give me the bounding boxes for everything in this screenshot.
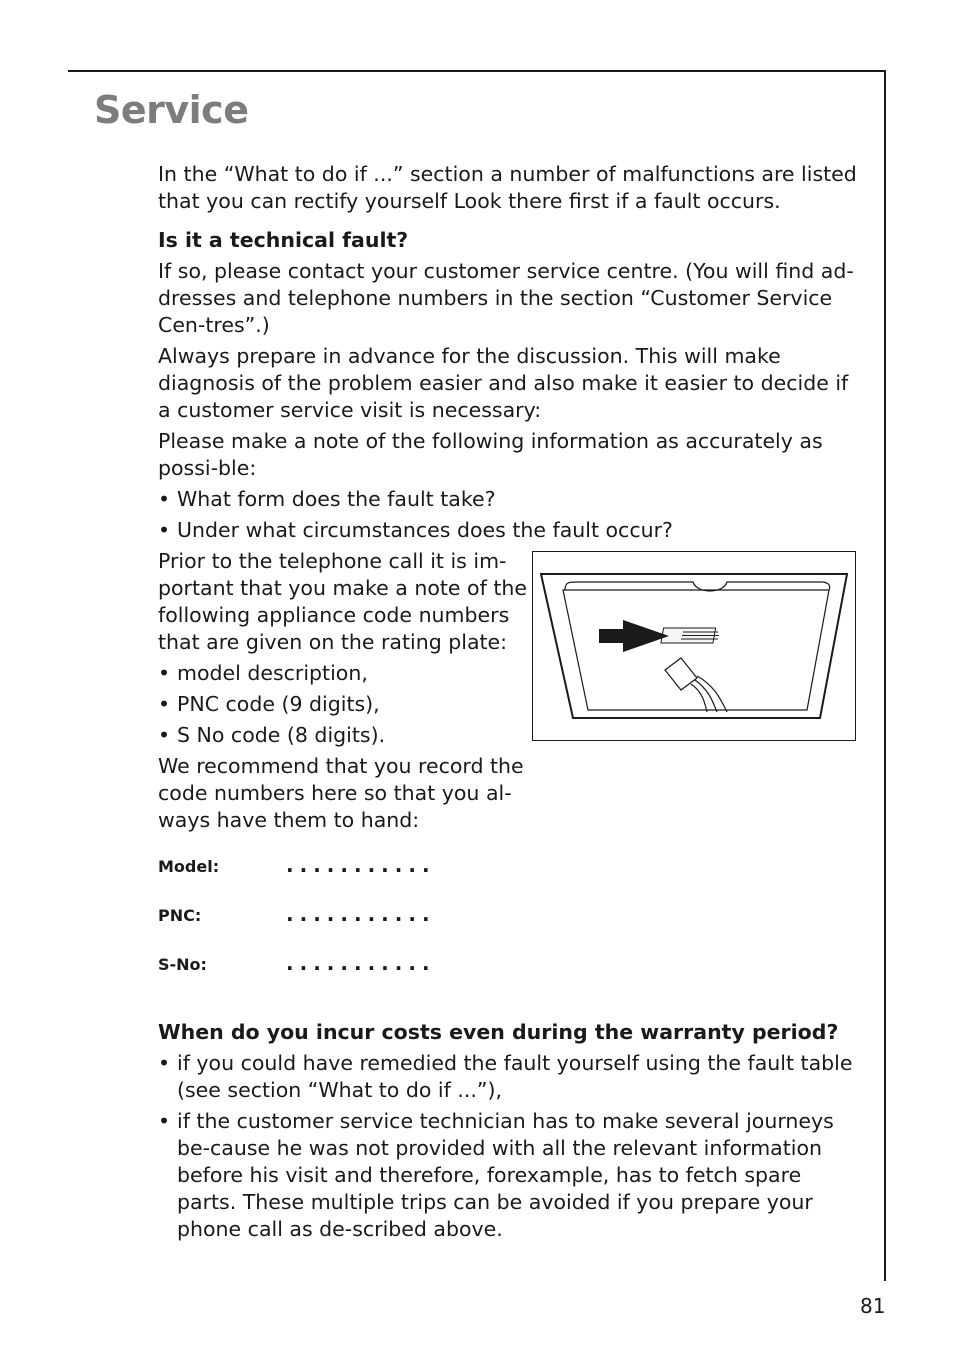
code-row-pnc: [158, 901, 864, 950]
prepare-paragraph: Always prepare in advance for the discussion. This will make diagnosis of the problem easier and also make it easier to decide if a customer service visit is necessary:: [158, 344, 849, 422]
main-content: [158, 161, 864, 1247]
code-number-form: [158, 852, 864, 999]
code-item: • PNC code (9 digits),: [158, 691, 528, 718]
code-item: • S No code (8 digits).: [158, 722, 528, 749]
rating-plate-intro: Prior to the telephone call it is im-portant that you make a note of the following appliance code numbers that are given on the rating plate:: [158, 549, 527, 654]
warranty-item: • if the customer service technician has to make several journeys be-cause he was not provided with all the relevant information before his visit and therefore, forexample, has to fetch spare parts. These multiple trips can be avoided if you prepare your phone call as de-scribed above.: [158, 1108, 864, 1243]
top-rule: [68, 70, 886, 72]
rating-plate-illustration: [532, 551, 856, 741]
technical-fault-heading: Is it a technical fault?: [158, 228, 409, 252]
code-label: PNC:: [158, 906, 202, 925]
rating-plate-text: [158, 548, 528, 834]
page-title: Service: [94, 88, 249, 132]
code-blank-line: ...........: [286, 853, 436, 877]
code-row-model: [158, 852, 864, 901]
code-item: • model description,: [158, 660, 528, 687]
warranty-item: • if you could have remedied the fault yourself using the fault table (see section “What to do if ...”),: [158, 1050, 864, 1104]
page-number: 81: [860, 1294, 886, 1318]
record-note: We recommend that you record the code numbers here so that you al-ways have them to hand:: [158, 754, 524, 832]
warranty-heading: When do you incur costs even during the warranty period?: [158, 1020, 839, 1044]
arrow-right-icon: [599, 620, 669, 652]
intro-paragraph: In the “What to do if ...” section a number of malfunctions are listed that you can rectify yourself Look there first if a fault occurs.: [158, 162, 857, 213]
code-blank-line: ...........: [286, 951, 436, 975]
oven-interior-drawing: [533, 552, 855, 740]
right-rule: [884, 70, 886, 1281]
note-paragraph: Please make a note of the following information as accurately as possi-ble:: [158, 429, 823, 480]
question-item: • What form does the fault take?: [158, 486, 864, 513]
rating-plate-section: [158, 548, 864, 834]
question-item: • Under what circumstances does the fault occur?: [158, 517, 864, 544]
code-label: S-No:: [158, 955, 207, 974]
code-row-sno: [158, 950, 864, 999]
code-blank-line: ...........: [286, 902, 436, 926]
contact-paragraph: If so, please contact your customer service centre. (You will find ad-dresses and telephone numbers in the section “Customer Service Cen-tres”.): [158, 259, 854, 337]
code-label: Model:: [158, 857, 220, 876]
